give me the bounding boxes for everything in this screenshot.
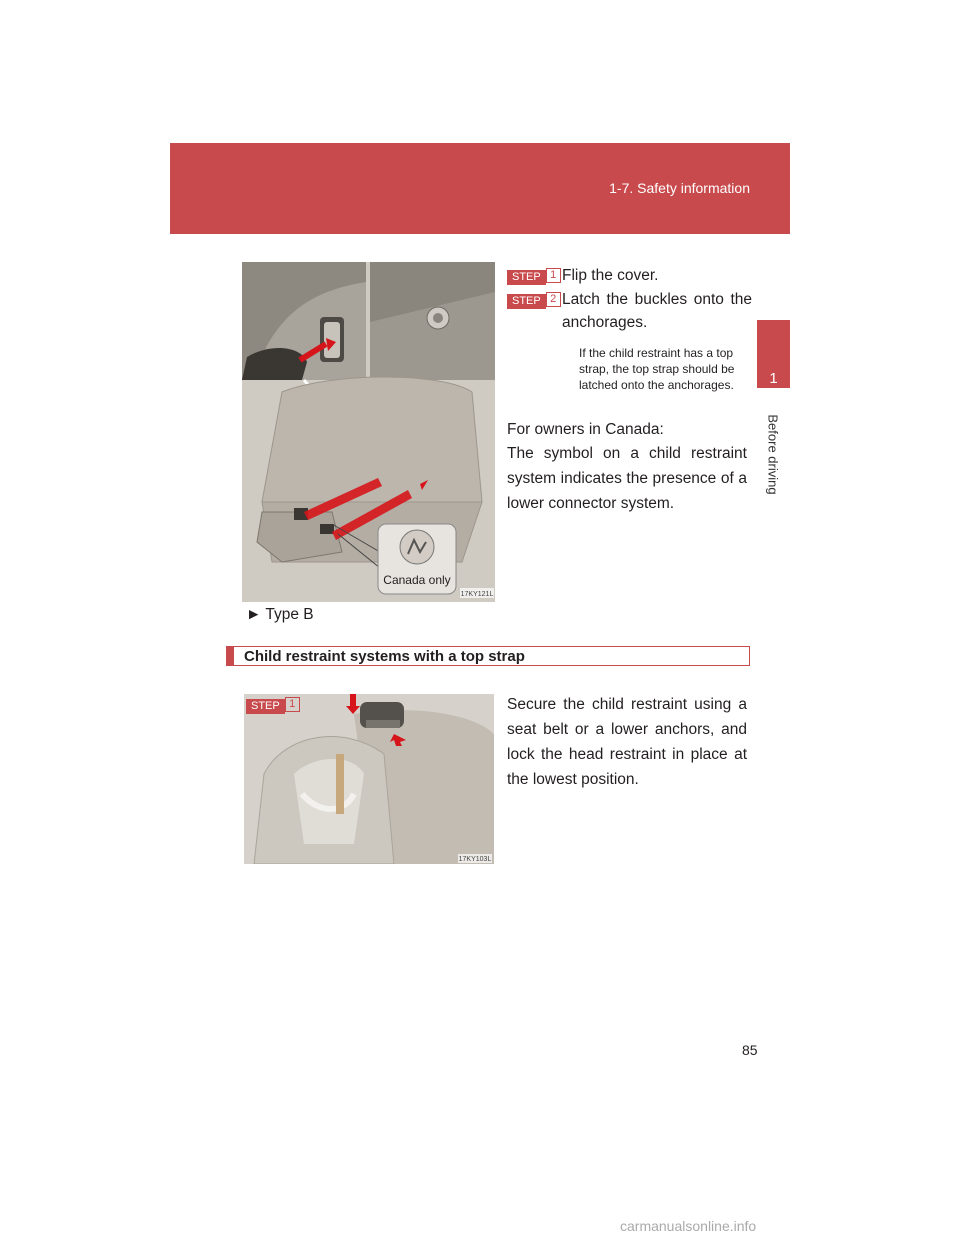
section-text: Secure the child restraint using a seat belt or a lower anchors, and lock the head restraint in place at the lowest position. bbox=[507, 696, 747, 788]
figure-top-strap bbox=[244, 694, 494, 864]
chapter-number: 1 bbox=[769, 370, 778, 387]
section-heading-box bbox=[226, 646, 750, 666]
step-2-text: Latch the buckles onto the anchorages. bbox=[562, 291, 752, 331]
step-1-text: Flip the cover. bbox=[562, 267, 659, 284]
step-number: 1 bbox=[546, 268, 561, 283]
figure1-code: 17KY121L bbox=[460, 591, 494, 598]
chapter-tab bbox=[757, 320, 790, 388]
step-word: STEP bbox=[246, 699, 285, 714]
chapter-label: Before driving bbox=[765, 414, 781, 495]
figure1-callout: Canada only bbox=[383, 573, 451, 587]
canada-text: The symbol on a child restraint system indicates the presence of a lower connector system. bbox=[507, 445, 747, 512]
figure2-code: 17KY103L bbox=[458, 856, 492, 863]
figure2-step-badge bbox=[246, 697, 300, 712]
triangle-bullet-icon: ► bbox=[246, 606, 262, 623]
figure1-caption-row bbox=[246, 603, 314, 626]
watermark: carmanualsonline.info bbox=[620, 1218, 757, 1234]
chapter-label-container bbox=[765, 395, 781, 515]
step-note: If the child restraint has a top strap, the top strap should be latched onto the anchorages. bbox=[579, 346, 735, 392]
step-word: STEP bbox=[507, 294, 546, 309]
canada-heading: For owners in Canada: bbox=[507, 421, 664, 438]
step-number: 1 bbox=[285, 697, 300, 712]
page-number: 85 bbox=[742, 1042, 758, 1058]
step-word: STEP bbox=[507, 270, 546, 285]
step-1-badge bbox=[507, 268, 561, 283]
figure1-caption: Type B bbox=[265, 606, 314, 623]
section-heading: Child restraint systems with a top strap bbox=[244, 648, 525, 665]
figure-lower-anchors bbox=[242, 262, 495, 602]
step-number: 2 bbox=[546, 292, 561, 307]
section-title: 1-7. Safety information bbox=[609, 180, 750, 196]
header-bar bbox=[170, 143, 790, 234]
step-2-badge bbox=[507, 292, 561, 307]
